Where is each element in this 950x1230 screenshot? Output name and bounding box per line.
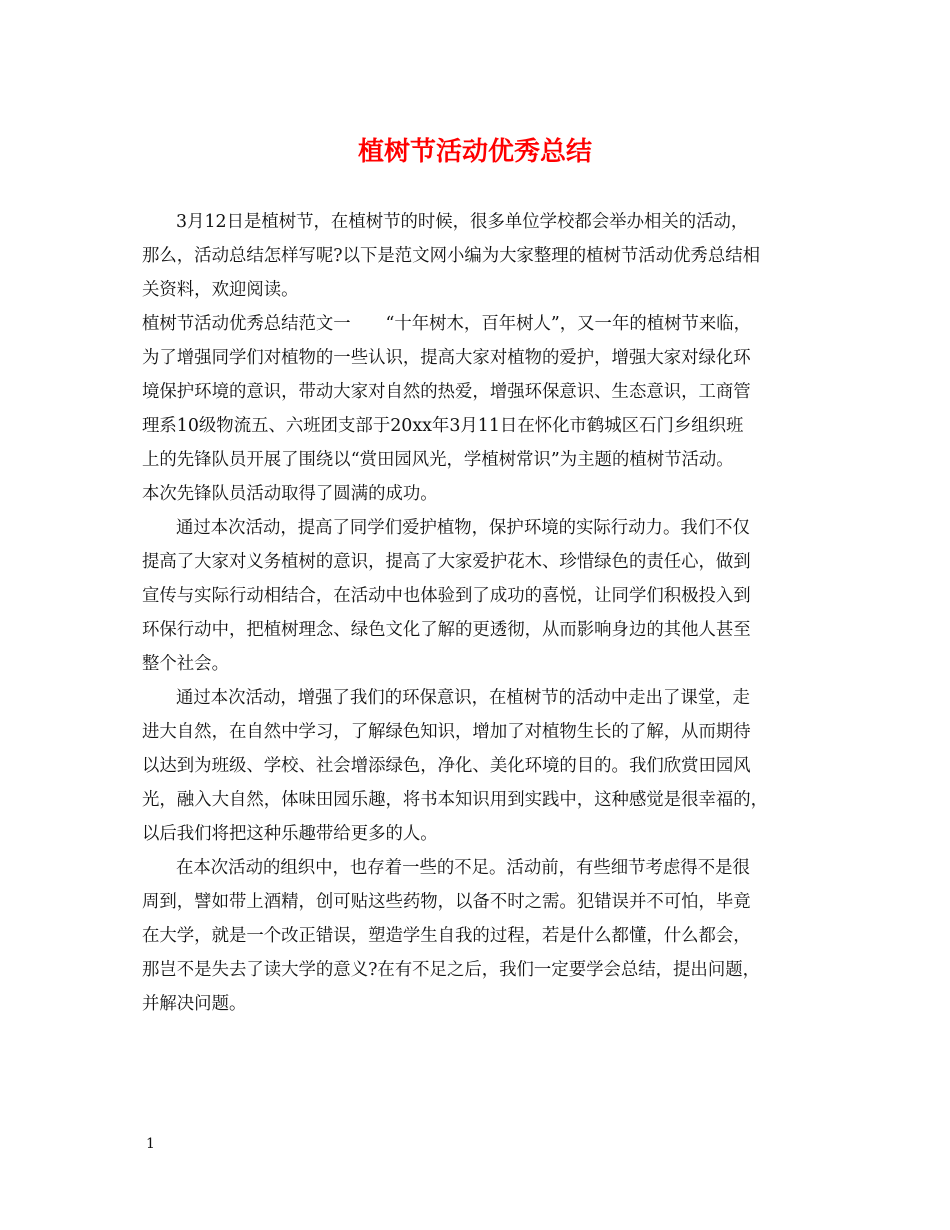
text-line: 那么，活动总结怎样写呢?以下是范文网小编为大家整理的植树节活动优秀总结相 [142, 246, 760, 266]
document-body [142, 205, 810, 1021]
text-line: 周到，譬如带上酒精，创可贴这些药物，以备不时之需。犯错误并不可怕，毕竟 [142, 892, 751, 912]
text-line: 以达到为班级、学校、社会增添绿色，净化、美化环境的目的。我们欣赏田园风 [142, 756, 751, 776]
paragraph-results [142, 511, 810, 681]
text-line: 为了增强同学们对植物的一些认识，提高大家对植物的爱护，增强大家对绿化环 [142, 348, 751, 368]
text-line: 并解决问题。 [142, 994, 247, 1014]
text-line: 整个社会。 [142, 654, 229, 674]
text-line: 宣传与实际行动相结合，在活动中也体验到了成功的喜悦，让同学们积极投入到 [142, 586, 751, 606]
text-line: 在大学，就是一个改正错误，塑造学生自我的过程，若是什么都懂，什么都会， [142, 926, 751, 946]
text-line: 光，融入大自然，体味田园乐趣，将书本知识用到实践中，这种感觉是很幸福的， [142, 790, 769, 810]
text-line: 通过本次活动，增强了我们的环保意识，在植树节的活动中走出了课堂，走 [176, 688, 750, 708]
text-line: 以后我们将把这种乐趣带给更多的人。 [142, 824, 438, 844]
text-line: 那岂不是失去了读大学的意义?在有不足之后，我们一定要学会总结，提出问题， [142, 960, 760, 980]
text-line: 3月12日是植树节，在植树节的时候，很多单位学校都会举办相关的活动， [176, 212, 749, 232]
paragraph-shortcomings [142, 851, 810, 1021]
text-line: 植树节活动优秀总结范文一 “十年树木，百年树人”，又一年的植树节来临， [142, 314, 752, 334]
text-line: 理系10级物流五、六班团支部于20xx年3月11日在怀化市鹤城区石门乡组织班 [142, 416, 744, 436]
text-line: 通过本次活动，提高了同学们爱护植物，保护环境的实际行动力。我们不仅 [176, 518, 750, 538]
page-number: 1 [146, 1136, 155, 1152]
paragraph-intro [142, 205, 810, 307]
document-title: 植树节活动优秀总结 [357, 137, 592, 167]
paragraph-sample-one [142, 307, 810, 511]
paragraph-awareness [142, 681, 810, 851]
text-line: 上的先锋队员开展了围绕以“赏田园风光，学植树常识”为主题的植树节活动。 [142, 450, 734, 470]
text-line: 环保行动中，把植树理念、绿色文化了解的更透彻，从而影响身边的其他人甚至 [142, 620, 751, 640]
text-line: 境保护环境的意识，带动大家对自然的热爱，增强环保意识、生态意识，工商管 [142, 382, 751, 402]
text-line: 关资料，欢迎阅读。 [142, 280, 299, 300]
text-line: 在本次活动的组织中，也存着一些的不足。活动前，有些细节考虑得不是很 [176, 858, 750, 878]
text-line: 提高了大家对义务植树的意识，提高了大家爱护花木、珍惜绿色的责任心，做到 [142, 552, 751, 572]
text-line: 本次先锋队员活动取得了圆满的成功。 [142, 484, 438, 504]
text-line: 进大自然，在自然中学习，了解绿色知识，增加了对植物生长的了解，从而期待 [142, 722, 751, 742]
